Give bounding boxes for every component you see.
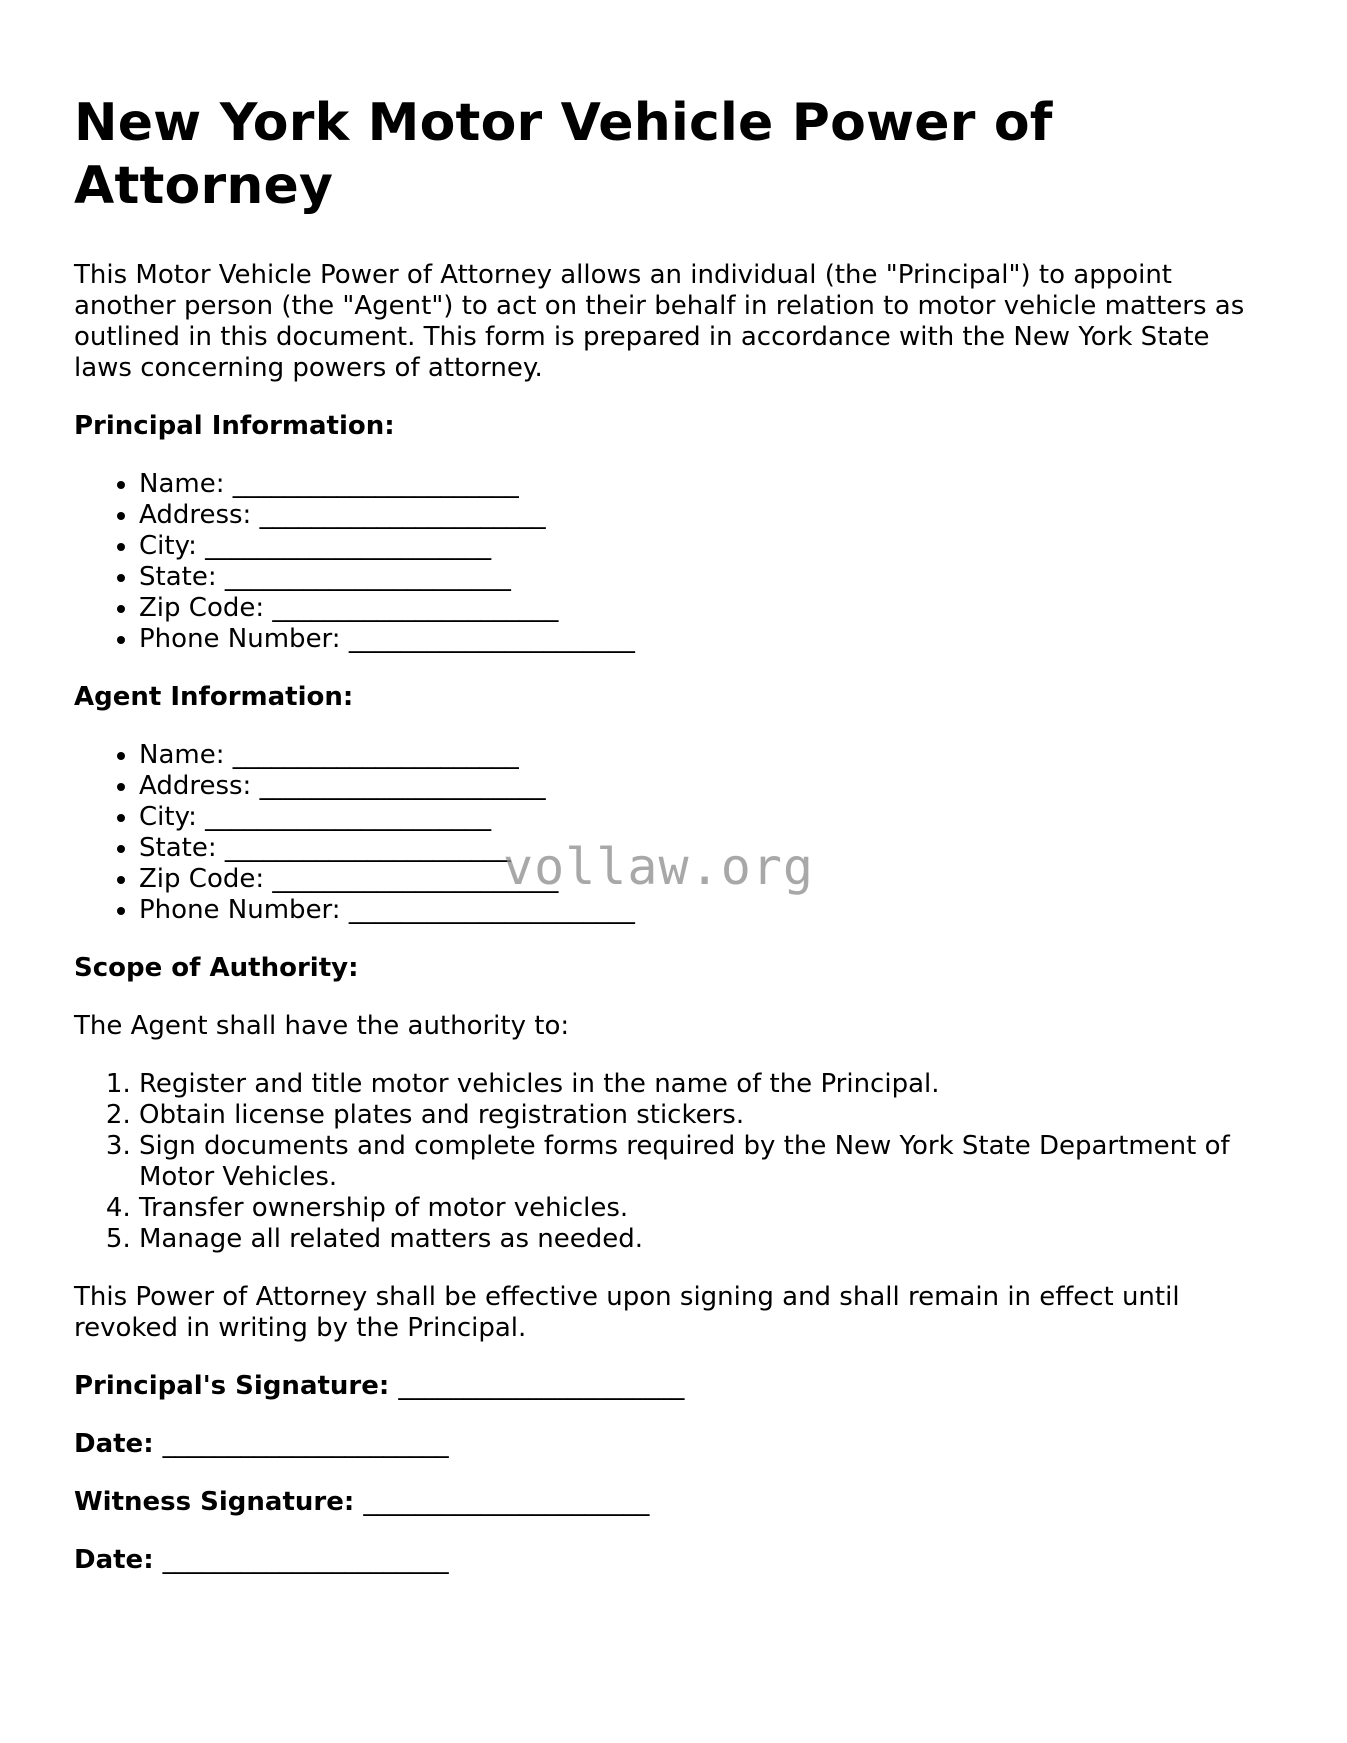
page-title: New York Motor Vehicle Power of Attorney: [74, 93, 1053, 216]
blank-line: ______________________: [259, 771, 546, 801]
blank-line: ______________________: [224, 562, 511, 592]
blank-line: ______________________: [162, 1545, 449, 1575]
scope-item: 4. Transfer ownership of motor vehicles.: [139, 1193, 1274, 1224]
blank-line: ______________________: [398, 1371, 685, 1401]
blank-line: ______________________: [232, 740, 519, 770]
blank-line: ______________________: [259, 500, 546, 530]
effective-paragraph: This Power of Attorney shall be effective upon signing and shall remain in effect until revoked in writing by the Principal.: [74, 1282, 1180, 1343]
scope-item: 3. Sign documents and complete forms required by the New York State Department of Motor Vehicles.: [139, 1131, 1274, 1193]
agent-zip-field[interactable]: • Zip Code: ______________________: [139, 864, 1274, 895]
scope-item: 2. Obtain license plates and registration stickers.: [139, 1100, 1274, 1131]
principal-zip-field[interactable]: • Zip Code: ______________________: [139, 593, 1274, 624]
principal-date-line[interactable]: Date: ______________________: [74, 1429, 449, 1459]
agent-state-field[interactable]: • State: ______________________: [139, 833, 1274, 864]
blank-line: ______________________: [205, 802, 492, 832]
blank-line: ______________________: [272, 864, 559, 894]
principal-phone-field[interactable]: • Phone Number: ______________________: [139, 624, 1274, 655]
agent-phone-field[interactable]: • Phone Number: ______________________: [139, 895, 1274, 926]
blank-line: ______________________: [205, 531, 492, 561]
scope-item: 1. Register and title motor vehicles in the name of the Principal.: [139, 1069, 1274, 1100]
principal-name-field[interactable]: • Name: ______________________: [139, 469, 1274, 500]
scope-lead: The Agent shall have the authority to:: [74, 1011, 570, 1041]
principal-state-field[interactable]: • State: ______________________: [139, 562, 1274, 593]
watermark: vollaw.org: [503, 838, 815, 896]
scope-list: [74, 1069, 1274, 1255]
blank-line: ______________________: [232, 469, 519, 499]
blank-line: ______________________: [363, 1487, 650, 1517]
witness-signature-line[interactable]: Witness Signature: ______________________: [74, 1487, 650, 1517]
blank-line: ______________________: [162, 1429, 449, 1459]
agent-city-field[interactable]: • City: ______________________: [139, 802, 1274, 833]
intro-paragraph: This Motor Vehicle Power of Attorney allows an individual (the "Principal") to appoint another person (the "Agent") to act on their behalf in relation to motor vehicle matters as outlined in this document. This form is prepared in accordance with the New York State laws concerning powers of attorney.: [74, 260, 1245, 383]
scope-heading: Scope of Authority:: [74, 953, 359, 983]
agent-field-list: [74, 740, 1274, 926]
principal-address-field[interactable]: • Address: ______________________: [139, 500, 1274, 531]
agent-address-field[interactable]: • Address: ______________________: [139, 771, 1274, 802]
principal-heading: Principal Information:: [74, 411, 395, 441]
blank-line: ______________________: [272, 593, 559, 623]
agent-name-field[interactable]: • Name: ______________________: [139, 740, 1274, 771]
agent-heading: Agent Information:: [74, 682, 354, 712]
blank-line: ______________________: [348, 895, 635, 925]
witness-date-line[interactable]: Date: ______________________: [74, 1545, 449, 1575]
blank-line: ______________________: [224, 833, 511, 863]
principal-field-list: [74, 469, 1274, 655]
principal-city-field[interactable]: • City: ______________________: [139, 531, 1274, 562]
blank-line: ______________________: [348, 624, 635, 654]
scope-item: 5. Manage all related matters as needed.: [139, 1224, 1274, 1255]
principal-signature-line[interactable]: Principal's Signature: ______________________: [74, 1371, 685, 1401]
